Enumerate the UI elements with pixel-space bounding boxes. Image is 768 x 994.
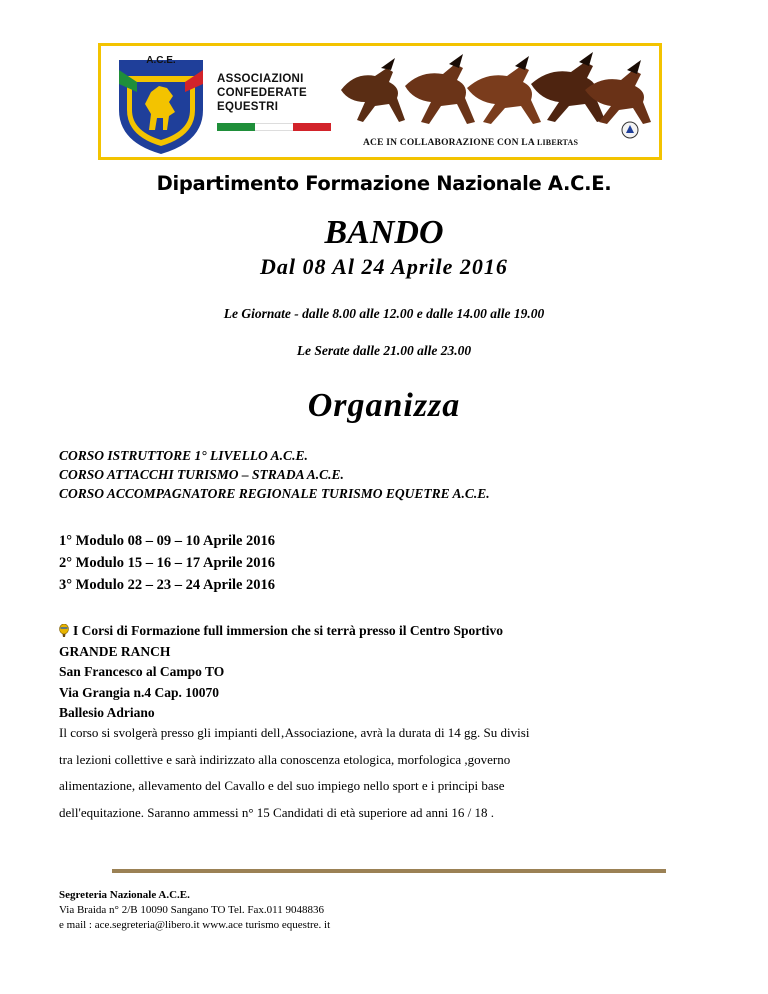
description-line: dell'equitazione. Saranno ammessi n° 15 Candidati di età superiore ad anni 16 / 18 . — [59, 804, 494, 820]
venue-contact: Ballesio Adriano — [59, 705, 155, 720]
course-item: CORSO ATTACCHI TURISMO – STRADA A.C.E. — [59, 467, 344, 482]
footer — [59, 888, 330, 933]
org-line: ASSOCIAZIONI — [217, 73, 304, 85]
footer-title: Segreteria Nazionale A.C.E. — [59, 889, 190, 901]
running-horses-image — [335, 50, 657, 134]
libertas-word: LIBERTAS — [536, 138, 579, 147]
venue-town: San Francesco al Campo TO — [59, 664, 225, 679]
association-name — [217, 72, 307, 114]
description-line: tra lezioni collettive e sarà indirizzato alla conoscenza etologica, morfologica ,governo — [59, 751, 511, 767]
module-item: 1° Modulo 08 – 09 – 10 Aprile 2016 — [59, 533, 276, 549]
org-line: EQUESTRI — [217, 101, 279, 113]
evening-schedule: Le Serate dalle 21.00 alle 23.00 — [296, 343, 472, 358]
course-item: CORSO ISTRUTTORE 1° LIVELLO A.C.E. — [59, 448, 308, 463]
logo-label: A.C.E. — [146, 55, 176, 66]
description-line: Il corso si svolgerà presso gli impianti dell‚Associazione, avrà la durata di 14 gg. Su divisi — [59, 725, 530, 740]
italian-flag-strip — [217, 123, 331, 131]
venue-address: Via Grangia n.4 Cap. 10070 — [59, 684, 220, 700]
date-range: Dal 08 Al 24 Aprile 2016 — [260, 254, 508, 279]
libertas-emblem-icon — [621, 121, 639, 139]
module-list — [59, 530, 275, 596]
venue-name: GRANDE RANCH — [59, 643, 171, 659]
course-description — [59, 720, 719, 826]
collab-phrase: ACE IN COLLABORAZIONE CON LA — [363, 138, 535, 148]
module-item: 2° Modulo 15 – 16 – 17 Aprile 2016 — [59, 555, 276, 571]
footer-contacts: e mail : ace.segreteria@libero.it www.ace turismo equestre. it — [59, 919, 331, 931]
bando-heading: BANDO — [324, 214, 444, 251]
venue-block — [59, 621, 503, 724]
header-banner — [98, 43, 662, 160]
course-list — [59, 446, 490, 503]
module-item: 3° Modulo 22 – 23 – 24 Aprile 2016 — [59, 577, 276, 593]
course-item: CORSO ACCOMPAGNATORE REGIONALE TURISMO EQUETRE A.C.E. — [59, 486, 490, 501]
ace-shield-logo-icon — [115, 52, 207, 156]
description-line: alimentazione, allevamento del Cavallo e del suo impiego nello sport e i principi base — [59, 778, 505, 793]
footer-divider — [112, 869, 666, 873]
organizza-heading: Organizza — [307, 387, 461, 424]
footer-address: Via Braida n° 2/B 10090 Sangano TO Tel. Fax.011 9048836 — [59, 904, 325, 916]
collaboration-text — [363, 138, 578, 148]
venue-intro-line — [59, 621, 503, 642]
org-line: CONFEDERATE — [217, 87, 307, 99]
department-title: Dipartimento Formazione Nazionale A.C.E. — [156, 172, 612, 195]
venue-intro: I Corsi di Formazione full immersion che si terrà presso il Centro Sportivo — [73, 623, 503, 638]
daytime-schedule: Le Giornate - dalle 8.00 alle 12.00 e dalle 14.00 alle 19.00 — [223, 306, 545, 321]
balloon-bullet-icon — [59, 624, 69, 638]
